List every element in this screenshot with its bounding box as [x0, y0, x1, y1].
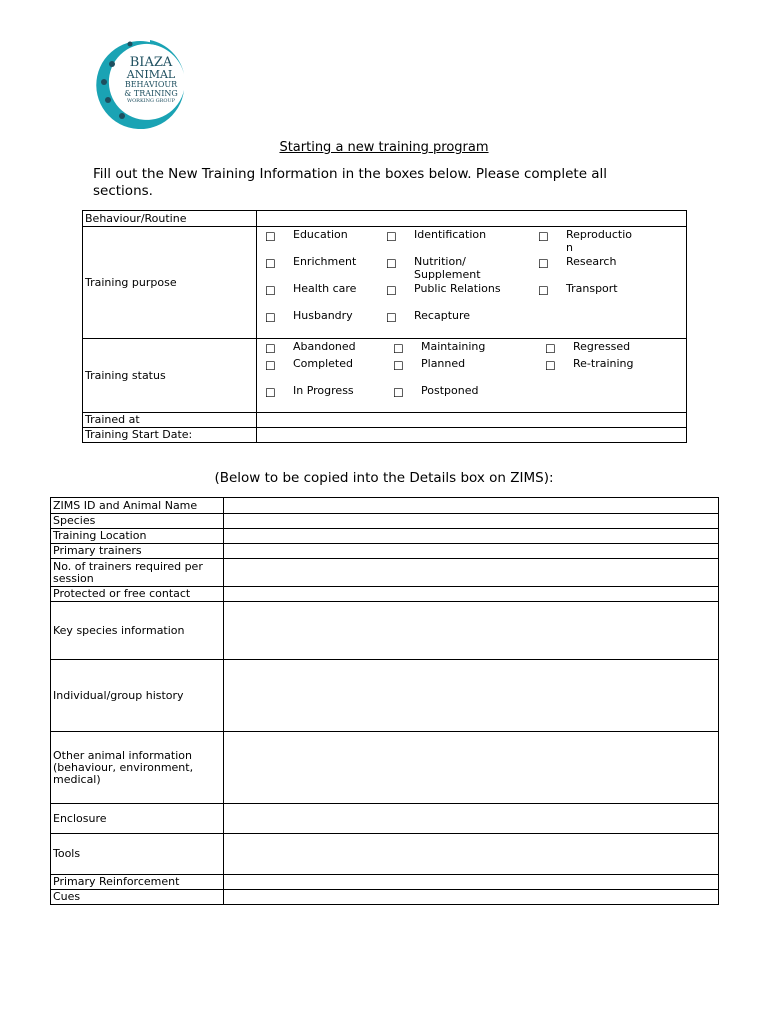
checkbox-recapture[interactable]: ☐: [386, 311, 397, 325]
key-species-label: Key species information: [51, 602, 224, 660]
option-public-relations: Public Relations: [414, 282, 501, 295]
checkbox-in-progress[interactable]: ☐: [265, 386, 276, 400]
start-date-label: Training Start Date:: [83, 428, 257, 443]
other-info-label: [51, 732, 224, 804]
tools-label: Tools: [51, 834, 224, 875]
logo-text-behaviour: BEHAVIOUR: [124, 80, 178, 89]
checkbox-retraining[interactable]: ☐: [545, 359, 556, 373]
key-species-field[interactable]: [224, 602, 719, 660]
details-subheading: (Below to be copied into the Details box on ZIMS):: [214, 470, 554, 486]
option-regressed: Regressed: [573, 340, 631, 353]
option-health-care: Health care: [293, 282, 357, 295]
option-reproduction: Reproductio: [566, 228, 633, 241]
other-info-line3: medical): [53, 772, 101, 786]
other-info-line2: (behaviour, environment,: [53, 760, 194, 774]
tools-field[interactable]: [224, 834, 719, 875]
option-reproduction-wrap: n: [566, 241, 573, 254]
option-abandoned: Abandoned: [293, 340, 356, 353]
location-field[interactable]: [224, 529, 719, 544]
logo-text-biaza: BIAZA: [129, 55, 173, 70]
checkbox-identification[interactable]: ☐: [386, 230, 397, 244]
species-field[interactable]: [224, 514, 719, 529]
option-completed: Completed: [293, 357, 353, 370]
history-field[interactable]: [224, 660, 719, 732]
option-postponed: Postponed: [421, 384, 479, 397]
cues-field[interactable]: [224, 890, 719, 905]
option-identification: Identification: [414, 228, 487, 241]
logo-text-training: & TRAINING: [124, 89, 178, 98]
species-label: Species: [51, 514, 224, 529]
checkbox-husbandry[interactable]: ☐: [265, 311, 276, 325]
checkbox-education[interactable]: ☐: [265, 230, 276, 244]
behaviour-field[interactable]: [257, 211, 687, 227]
option-education: Education: [293, 228, 348, 241]
checkbox-abandoned[interactable]: ☐: [265, 342, 276, 356]
option-retraining: Re-training: [573, 357, 634, 370]
option-nutrition-wrap: Supplement: [414, 268, 481, 281]
num-trainers-line1: No. of trainers required per: [53, 559, 203, 573]
checkbox-reproduction[interactable]: ☐: [538, 230, 549, 244]
option-planned: Planned: [421, 357, 466, 370]
option-in-progress: In Progress: [293, 384, 354, 397]
checkbox-completed[interactable]: ☐: [265, 359, 276, 373]
checkbox-nutrition[interactable]: ☐: [386, 257, 397, 271]
checkbox-maintaining[interactable]: ☐: [393, 342, 404, 356]
option-recapture: Recapture: [414, 309, 471, 322]
primary-trainers-label: Primary trainers: [51, 544, 224, 559]
logo-text-working-group: WORKING GROUP: [126, 98, 176, 104]
training-purpose-label: Training purpose: [83, 227, 257, 339]
option-enrichment: Enrichment: [293, 255, 357, 268]
checkbox-transport[interactable]: ☐: [538, 284, 549, 298]
checkbox-postponed[interactable]: ☐: [393, 386, 404, 400]
other-info-field[interactable]: [224, 732, 719, 804]
option-husbandry: Husbandry: [293, 309, 353, 322]
location-label: Training Location: [51, 529, 224, 544]
num-trainers-line2: session: [53, 571, 94, 585]
num-trainers-label: [51, 559, 224, 587]
option-maintaining: Maintaining: [421, 340, 486, 353]
zims-details-table: [50, 497, 719, 905]
contact-label: Protected or free contact: [51, 587, 224, 602]
contact-field[interactable]: [224, 587, 719, 602]
checkbox-regressed[interactable]: ☐: [545, 342, 556, 356]
option-transport: Transport: [566, 282, 618, 295]
zims-id-field[interactable]: [224, 498, 719, 514]
trained-at-label: Trained at: [83, 413, 257, 428]
primary-trainers-field[interactable]: [224, 544, 719, 559]
checkbox-health-care[interactable]: ☐: [265, 284, 276, 298]
num-trainers-field[interactable]: [224, 559, 719, 587]
page-title: Starting a new training program: [279, 140, 489, 155]
checkbox-planned[interactable]: ☐: [393, 359, 404, 373]
training-status-label: Training status: [83, 339, 257, 413]
checkbox-public-relations[interactable]: ☐: [386, 284, 397, 298]
reinforcement-field[interactable]: [224, 875, 719, 890]
enclosure-label: Enclosure: [51, 804, 224, 834]
cues-label: Cues: [51, 890, 224, 905]
enclosure-field[interactable]: [224, 804, 719, 834]
option-nutrition: Nutrition/: [414, 255, 466, 268]
reinforcement-label: Primary Reinforcement: [51, 875, 224, 890]
training-status-options: [257, 339, 687, 413]
trained-at-field[interactable]: [257, 413, 687, 428]
intro-text: Fill out the New Training Information in the boxes below. Please complete all sections.: [93, 166, 608, 199]
option-research: Research: [566, 255, 617, 268]
biaza-logo: [90, 34, 186, 130]
start-date-field[interactable]: [257, 428, 687, 443]
zims-id-label: ZIMS ID and Animal Name: [51, 498, 224, 514]
logo-text-animal: ANIMAL: [126, 68, 176, 81]
other-info-line1: Other animal information: [53, 748, 192, 762]
checkbox-research[interactable]: ☐: [538, 257, 549, 271]
training-purpose-options: [257, 227, 687, 339]
behaviour-label: Behaviour/Routine: [83, 211, 257, 227]
checkbox-enrichment[interactable]: ☐: [265, 257, 276, 271]
history-label: Individual/group history: [51, 660, 224, 732]
training-info-table: [82, 210, 687, 443]
